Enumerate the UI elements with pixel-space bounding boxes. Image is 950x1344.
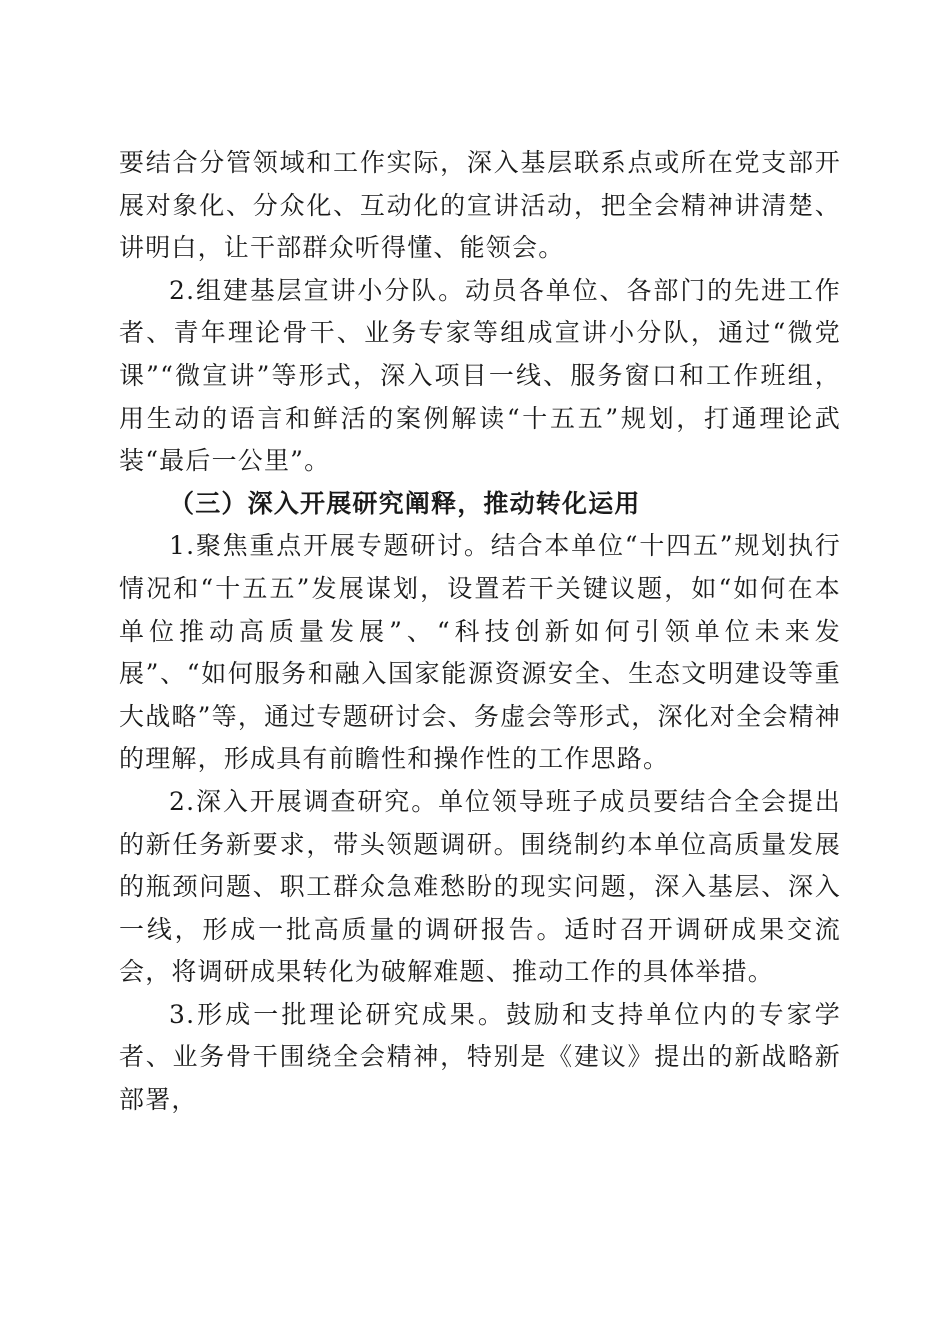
paragraph-item-2-research: 2.深入开展调查研究。单位领导班子成员要结合全会提出的新任务新要求，带头领题调研。围绕制约本单位高质量发展的瓶颈问题、职工群众急难愁盼的现实问题，深入基层、深入一线，形成一批高质量的调研报告。适时召开调研成果交流会，将调研成果转化为破解难题、推动工作的具体举措。 bbox=[119, 786, 841, 987]
section-heading-3: （三）深入开展研究阐释，推动转化运用 bbox=[169, 488, 641, 518]
paragraph-continuation: 要结合分管领域和工作实际，深入基层联系点或所在党支部开展对象化、分众化、互动化的宣讲活动，把全会精神讲清楚、讲明白，让干部群众听得懂、能领会。 bbox=[119, 148, 841, 263]
document-body bbox=[119, 142, 841, 1122]
paragraph-item-2-grassroots-team: 2.组建基层宣讲小分队。动员各单位、各部门的先进工作者、青年理论骨干、业务专家等组成宣讲小分队，通过“微党课”“微宣讲”等形式，深入项目一线、服务窗口和工作班组，用生动的语言和鲜活的案例解读“十五五”规划，打通理论武装“最后一公里”。 bbox=[119, 275, 841, 476]
paragraph-item-1-seminar: 1.聚焦重点开展专题研讨。结合本单位“十四五”规划执行情况和“十五五”发展谋划，设置若干关键议题，如“如何在本单位推动高质量发展”、“科技创新如何引领单位未来发展”、“如何服务和融入国家能源资源安全、生态文明建设等重大战略”等，通过专题研讨会、务虚会等形式，深化对全会精神的理解，形成具有前瞻性和操作性的工作思路。 bbox=[119, 531, 841, 774]
paragraph-item-3-theory-results: 3.形成一批理论研究成果。鼓励和支持单位内的专家学者、业务骨干围绕全会精神，特别是《建议》提出的新战略新部署， bbox=[119, 999, 841, 1115]
